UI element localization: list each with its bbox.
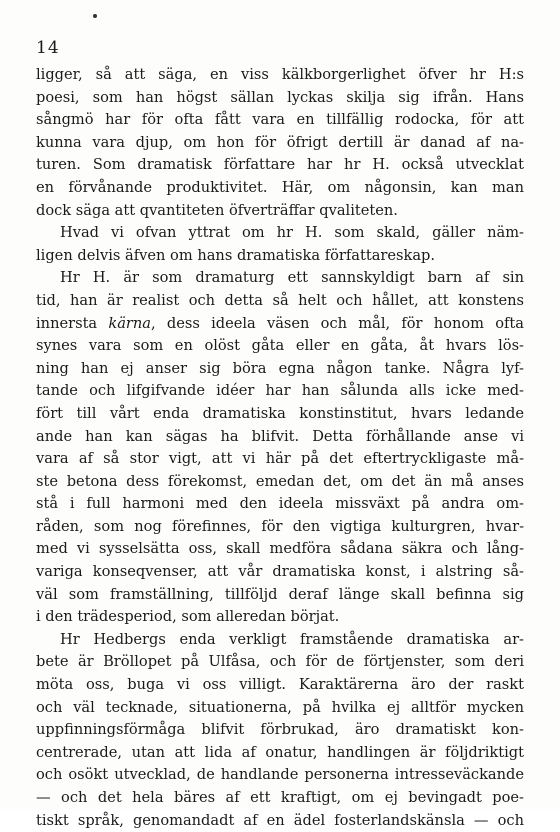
text-line: kunna vara djup, om hon för öfrigt dertill är danad af na- [36, 133, 524, 151]
text-line: tid, han är realist och detta så helt och hållet, att konstens [36, 291, 524, 309]
print-speck [93, 14, 97, 18]
text-line: Hr Hedbergs enda verkligt framstående dramatiska ar- [60, 630, 524, 648]
text-line: — och det hela bäres af ett kraftigt, om ej bevingadt poe- [36, 789, 524, 806]
text-line: poesi, som han högst sällan lyckas skilja sig ifrån. Hans [36, 88, 524, 106]
text-line: uppfinningsförmåga blifvit förbrukad, äro dramatiskt kon- [36, 721, 524, 739]
text-line: fört till vårt enda dramatiska konstinstitut, hvars ledande [36, 404, 524, 422]
text-line: med vi sysselsätta oss, skall medföra sådana säkra och lång- [36, 540, 524, 558]
text-line: en förvånande produktivitet. Här, om någonsin, kan man [36, 178, 524, 196]
text-line: och osökt utvecklad, de handlande personerna intresseväckande [36, 766, 524, 784]
text-line: ande han kan sägas ha blifvit. Detta förhållande anse vi [36, 427, 524, 445]
text-line: stå i full harmoni med den ideela missväxt på andra om- [36, 495, 524, 513]
page-number: 14 [36, 38, 60, 58]
text-line: innersta kärna, dess ideela väsen och mål, för honom ofta [36, 314, 524, 332]
body-text [36, 64, 524, 832]
emphasis: kärna [108, 314, 151, 332]
text-line: ning han ej anser sig böra egna någon tanke. Några lyf- [36, 359, 524, 377]
text-line: bete är Bröllopet på Ulfåsa, och för de förtjenster, som deri [36, 653, 524, 671]
text-line: tiskt språk, genomandadt af en ädel fosterlandskänsla — och [36, 811, 524, 829]
text-line: Hvad vi ofvan yttrat om hr H. som skald, gäller näm- [60, 224, 524, 242]
text-line: vara af så stor vigt, att vi här på det eftertryckligaste må- [36, 450, 524, 468]
text-line: turen. Som dramatisk författare har hr H. också utvecklat [36, 156, 524, 174]
text-line: synes vara som en olöst gåta eller en gåta, åt hvars lös- [36, 337, 524, 355]
text-line: centrerade, utan att lida af onatur, handlingen är följdriktigt [36, 743, 524, 761]
text-line: sångmö har för ofta fått vara en tillfällig rodocka, för att [36, 111, 524, 129]
text-line: tande och lifgifvande idéer har han sålunda alls icke med- [36, 382, 524, 400]
text-line: dock säga att qvantiteten öfverträffar qvaliteten. [36, 201, 398, 219]
text-line: i den trädesperiod, som alleredan börjat. [36, 608, 340, 626]
text-line: möta oss, buga vi oss villigt. Karaktärerna äro der raskt [36, 676, 524, 694]
text-line: Hr H. är som dramaturg ett sannskyldigt barn af sin [60, 269, 524, 287]
text-line: variga konseqvenser, att vår dramatiska konst, i alstring så- [36, 563, 524, 581]
text-line: ligen delvis äfven om hans dramatiska författareskap. [36, 246, 436, 264]
text-line: råden, som nog förefinnes, för den vigtiga kulturgren, hvar- [36, 517, 524, 535]
text-line: och väl tecknade, situationerna, på hvilka ej alltför mycken [36, 698, 524, 716]
text-line: ligger, så att säga, en viss kälkborgerlighet öfver hr H:s [36, 66, 524, 83]
text-line: väl som framställning, tillföljd deraf länge skall befinna sig [36, 585, 524, 603]
text-line: ste betona dess förekomst, emedan det, om det än må anses [36, 472, 524, 490]
